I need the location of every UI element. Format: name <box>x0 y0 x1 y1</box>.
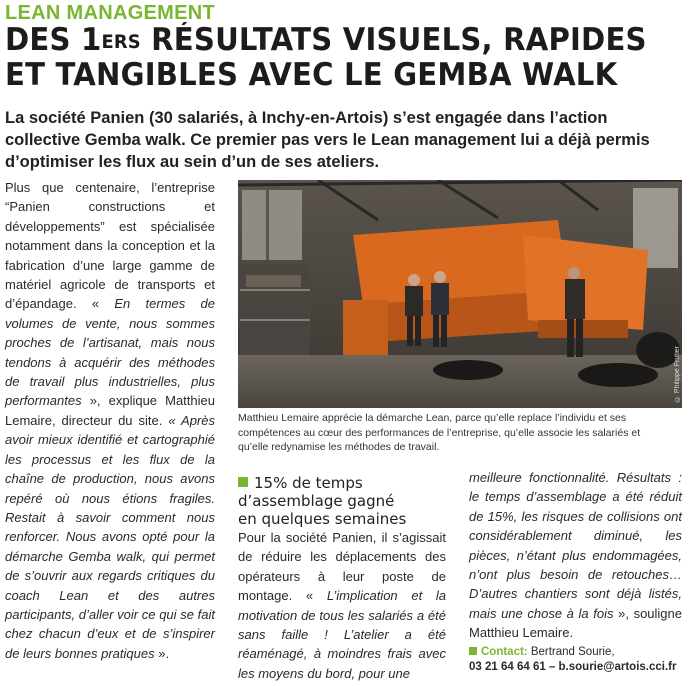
photo-caption <box>238 411 683 455</box>
lead-line: collective Gemba walk. Ce premier pas vers le Lean management lui a déjà permis <box>5 131 650 149</box>
headline-line-2: ET TANGIBLES AVEC LE GEMBA WALK <box>5 57 618 93</box>
contact-details[interactable]: 03 21 64 64 61 – b.sourie@artois.cci.fr <box>469 660 677 673</box>
article-headline <box>5 23 646 93</box>
lead-line: d’optimiser les flux au sein d’un de ses ateliers. <box>5 153 380 171</box>
headline-superscript: ERS <box>101 31 141 53</box>
contact-square-icon <box>469 647 477 655</box>
body-column-1 <box>5 178 215 663</box>
col2-quote: L’implication et la motivation de tous les salariés a été sans faille ! L’atelier a été réaménagé, à moindres frais avec les moyens du bord, pour une <box>238 588 446 681</box>
workshop-photo <box>238 180 682 408</box>
caption-line: qu’elle redynamise les méthodes de travail. <box>238 441 440 453</box>
subhead-line: 15% de temps <box>254 474 363 492</box>
contact-name: Bertrand Sourie, <box>527 645 615 658</box>
col1-text: », explique Matthieu Lemaire, directeur du site. <box>5 393 215 428</box>
subhead-line: en quelques semaines <box>238 510 407 528</box>
body-column-3 <box>469 468 682 675</box>
section-kicker: LEAN MANAGEMENT <box>5 2 216 24</box>
section-subhead <box>238 474 446 528</box>
col1-quote: « Après avoir mieux identifié et cartographié les processus et les flux de la chaîne de production, nous avons repéré où nous étions fragiles. Restait à savoir comment nous renforcer. Nous avons opté pour la démarche Gemba walk, qui permet de s’ouvrir aux regards critiques du coach Lean et des autres participants, d’aller voir ce qui se fait chez chacun d’eux et de s’inspirer de leurs bonnes pratiques <box>5 412 215 661</box>
col2-text: Pour la société Panien, il s’agissait de réduire les déplacements des opérateurs à leur poste de montage. « <box>238 530 446 604</box>
caption-line: compétences au cœur des performances de l’entreprise, qu’elle associe les salariés et <box>238 426 641 439</box>
caption-line: Matthieu Lemaire apprécie la démarche Lean, parce qu’elle replace l’individu et ses <box>238 412 627 424</box>
article-lead <box>5 107 685 173</box>
col1-quote: En termes de volumes de vente, nous sommes proches de l’artisanat, mais nous tendons à acquérir des méthodes de travail plus industrielles, plus performantes <box>5 296 215 409</box>
col1-text: Plus que centenaire, l’entreprise <box>5 180 215 195</box>
subhead-line: d’assemblage gagné <box>238 492 395 510</box>
headline-part-a: DES 1 <box>5 22 102 58</box>
col1-text: ». <box>154 645 170 661</box>
contact-label: Contact: <box>481 645 528 658</box>
body-column-2 <box>238 474 446 683</box>
col1-text: “Panien constructions et développements” est spécialisée notamment dans la conception et la fabrication d’une large gamme de matériel agricole de transports et d’épandage. « <box>5 199 215 312</box>
col3-text: », souligne Matthieu Lemaire. <box>469 605 683 641</box>
workshop-illustration <box>238 180 682 408</box>
photo-credit: © Philippe Frutier <box>674 345 681 402</box>
col3-quote: meilleure fonctionnalité. Résultats : le temps d’assemblage a été réduit de 15%, les risques de collisions ont considérablement diminué, les pièces, n’étant plus endommagées, n’ont plus besoin de retouches… D’autres chantiers sont déjà listés, mais une chose à la fois <box>469 470 682 621</box>
headline-part-b: RÉSULTATS VISUELS, RAPIDES <box>140 22 647 58</box>
bullet-square-icon <box>238 477 248 487</box>
lead-line: La société Panien (30 salariés, à Inchy-en-Artois) s’est engagée dans l’action <box>5 109 608 127</box>
contact-block <box>469 645 682 675</box>
